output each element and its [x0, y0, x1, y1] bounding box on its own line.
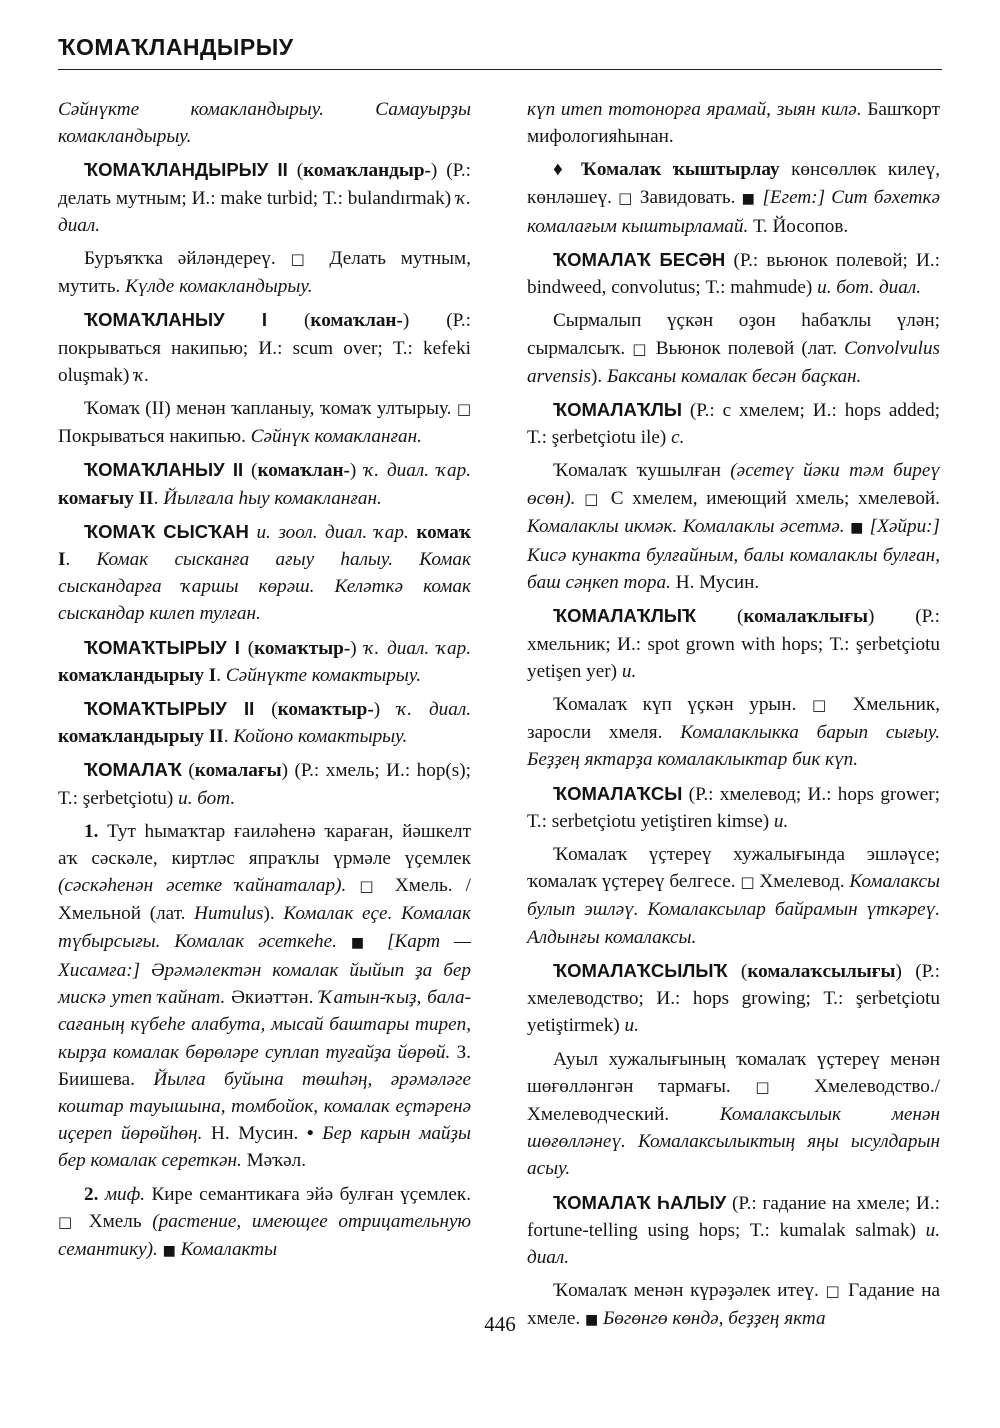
text-run — [337, 931, 351, 952]
entry-syrmalyp — [527, 307, 940, 390]
italic-run: [Карт — Хисамға:] Әрәмәлектән комалак йыйып ҙа бер мискә утеп ҡайнат. — [58, 930, 472, 1009]
entry-cont-r — [527, 96, 940, 150]
entry-sense-2 — [58, 1181, 471, 1266]
text-run: Н. Мусин. — [202, 1123, 307, 1145]
entry-buryakka — [58, 245, 471, 300]
translation-marker-icon: □ — [618, 188, 634, 207]
bold-run: 2. — [84, 1183, 99, 1205]
text-run: Хмельник, заросли хмеля. — [527, 694, 940, 744]
italic-run: ҡ. диал. ҡар. — [364, 637, 471, 659]
text-run: ) (Р.: хмель; И.: hop(s); Т.: şerbetçiotu) — [58, 760, 471, 809]
text-run: Вьюнок полевой (лат. — [648, 337, 845, 359]
italic-run: ҡ. — [134, 364, 150, 386]
headword: ҠОМАЛАҠСЫ — [553, 782, 683, 804]
text-run: . — [216, 664, 226, 686]
translation-marker-icon: □ — [58, 1212, 79, 1231]
text-run: Ҡомалаҡ күп үҫкән урын. — [553, 694, 812, 716]
italic-run: Комалак еҫе. Комалак түбырсығы. Комалак әсеткеһе. — [58, 903, 471, 952]
text-run: (Р.: вьюнок полевой; И.: bindweed, convolutus; Т.: mahmude) — [527, 250, 940, 299]
italic-run: миф. — [104, 1183, 146, 1205]
bold-run: комаҡландырыу I — [58, 664, 217, 686]
text-run: Покрываться накипью. — [58, 426, 251, 448]
italic-run: с. — [671, 427, 685, 449]
entry-kyshtyrlau — [527, 156, 940, 240]
text-run: ) (Р.: хмельник; И.: spot grown with hops; Т.: şerbetçiotu yetişen yer) — [527, 606, 940, 682]
italic-run: ҡ. диал. — [58, 187, 471, 236]
text-run: Завидовать. — [633, 186, 742, 208]
text-run: Башҡорт мифологияһынан. — [527, 99, 940, 148]
italic-run: Комалаксы булып эшләү. Комалаксылар байрамын үткәреү. Алдынғы комалаксы. — [527, 871, 940, 948]
example-marker-icon: ■ — [162, 1242, 176, 1259]
text-run: Ҡомалаҡ ҡушылған — [553, 460, 731, 482]
italic-run: Комак сысканға ағыу һалыу. Комак сыскандарға ҡаршы көрәш. Келәткә комак сыскандар килеп тулған. — [58, 549, 471, 625]
headword: ҠОМАЛАҠЛЫҠ — [553, 605, 697, 627]
bold-run: комағыу II — [58, 487, 154, 509]
italic-run: Humulus — [194, 903, 264, 925]
text-run: Ҡомалаҡ үҫтереү хужалығында эшләүсе; ҡомалаҡ үҫтереү белгесе. — [527, 844, 940, 893]
italic-run: Бөгөнгө көндә, беҙҙең якта — [602, 1308, 826, 1330]
text-run: Кире семантикаға эйә булған үҫемлек. — [145, 1183, 471, 1205]
text-run: (Р.: гадание на хмеле; И.: fortune-telling using hops; Т.: kumalak salmak) — [527, 1192, 941, 1241]
text-run: ). — [263, 903, 284, 925]
text-run: Ҡомаҡ (II) менән ҡапланыу, ҡомаҡ ултырыу. — [84, 398, 457, 420]
bold-run: комалаҡсылығы — [747, 960, 896, 982]
italic-run: [Егет:] Сит бәхеткә комалағым кыштырламай. — [527, 186, 940, 237]
italic-run: Сәйнүкте комактырыу. — [225, 664, 421, 686]
text-run: ( — [239, 637, 255, 659]
text-run: Хмелеводство./Хмелеводческий. — [527, 1075, 941, 1125]
translation-marker-icon: □ — [359, 877, 382, 896]
example-marker-icon: ■ — [850, 519, 865, 536]
page-header — [58, 34, 942, 70]
text-run: ) — [350, 637, 365, 659]
text-run: Сырмалып үҫкән оҙон һабаҡлы үлән; сырмалсыҡ. — [527, 310, 940, 359]
entry-komalak-halyu — [527, 1189, 940, 1272]
text-run — [373, 931, 387, 952]
italic-run: Комалакты — [180, 1238, 278, 1260]
entry-komak-syskan — [58, 518, 471, 628]
bold-run: ♦ Ҡомалаҡ ҡыштырлау — [553, 159, 780, 181]
text-run — [346, 875, 359, 896]
text-run: ) (Р.: делать мутным; И.: make turbid; Т.: bulandırmak) — [58, 160, 471, 209]
italic-run: Convolvulus arvensis — [527, 337, 941, 387]
translation-marker-icon: □ — [811, 696, 837, 715]
text-run: ( — [696, 606, 744, 628]
headword: ҠОМАҠТЫРЫУ II — [84, 698, 255, 720]
translation-marker-icon: □ — [290, 250, 315, 269]
bold-run: комаҡлан- — [310, 310, 403, 332]
entry-komak-2 — [58, 395, 471, 450]
italic-run: и. — [621, 660, 637, 682]
bold-run: комаҡ I — [58, 521, 472, 571]
italic-run: Комалаксылык менән шөғөлләнеү. Комалаксылыктың яңы ысулдарын асыу. — [527, 1103, 940, 1180]
text-run: Т. Йосопов. — [748, 215, 849, 237]
running-head: ҠОМАҠЛАНДЫРЫУ — [58, 34, 294, 60]
headword: ҠОМАЛАҠЛЫ — [553, 399, 682, 421]
bold-run: комалағы — [194, 760, 282, 782]
entry-komaklanyu-2 — [58, 456, 471, 511]
text-run: . — [153, 487, 164, 509]
text-run: Әкиәттән. — [225, 987, 320, 1009]
bold-run: 1. — [84, 820, 99, 842]
text-run: ) — [373, 699, 398, 721]
text-run — [314, 1123, 323, 1144]
entry-komaktyryu-1 — [58, 634, 471, 689]
text-run: . — [65, 549, 97, 571]
headword: ҠОМАЛАҠСЫЛЫҠ — [553, 959, 728, 981]
bold-run: комаҡландырыу II — [58, 726, 224, 748]
italic-run: Күлде комакландырыу. — [125, 276, 313, 298]
example-marker-icon: ■ — [741, 190, 757, 207]
text-run: Н. Мусин. — [670, 572, 760, 594]
entry-kushylgan — [527, 457, 940, 596]
italic-run: и. диал. — [527, 1219, 940, 1268]
entry-usterey-x — [527, 841, 940, 951]
italic-run: Комалаклы икмәк. Комалаклы әсетмә. — [527, 515, 845, 537]
italic-run: и. зоол. диал. ҡар. — [256, 521, 409, 543]
italic-run: и. бот. диал. — [817, 277, 922, 299]
italic-run: и. — [773, 810, 789, 832]
text-run: Делать мутным, мутить. — [58, 248, 471, 298]
bold-run: комаҡтыр- — [277, 699, 374, 721]
entry-komalaklyk — [527, 602, 940, 685]
headword: ҠОМАЛАҠ БЕСӘН — [553, 249, 726, 271]
text-run: ). — [590, 365, 607, 387]
translation-marker-icon: □ — [740, 873, 755, 892]
text-run: ) (Р.: покрываться накипью; И.: scum over; Т.: kefeki oluşmak) — [58, 310, 471, 386]
text-run: ( — [727, 960, 748, 982]
headword: ҠОМАҠ СЫСҠАН — [84, 520, 249, 542]
text-run: ( — [287, 160, 304, 182]
italic-run: [Хәйри:] Кисә кунакта булғайным, балы комалаклы булған, баш сәңкеп тора. — [527, 515, 941, 594]
italic-run: и. бот. — [178, 787, 236, 809]
text-run: ( — [254, 699, 278, 721]
italic-run: Йылғала һыу комакланған. — [163, 487, 382, 509]
translation-marker-icon: □ — [584, 489, 603, 508]
italic-run: ҡ. диал. ҡар. — [364, 460, 472, 482]
headword: ҠОМАҠЛАНЫУ II — [84, 459, 244, 481]
italic-run: Сәйнүкте комакландырыу. Самауырҙы комакландырыу. — [58, 99, 471, 148]
italic-run: Баксаны комалак бесән баҫкан. — [606, 365, 862, 387]
text-run: Ауыл хужалығының ҡомалаҡ үҫтереү менән шөғөлләнгән тармағы. — [527, 1048, 940, 1097]
entry-komalak-besen — [527, 246, 940, 301]
left-column — [58, 96, 471, 1271]
translation-marker-icon: □ — [456, 400, 471, 419]
text-run: Хмель — [78, 1210, 153, 1232]
entry-komaklandyryu-2 — [58, 156, 471, 239]
text-run: Хмель. / Хмельной (лат. — [58, 875, 471, 925]
italic-run: Комалаклыкка барып сығыу. Беҙҙең яктарҙа комалаклыктар бик күп. — [527, 722, 941, 771]
entry-auyl — [527, 1046, 940, 1183]
text-run: ( — [267, 310, 311, 332]
entry-komalaksylyk — [527, 957, 940, 1040]
text-run: ( — [181, 760, 195, 782]
text-run: (Р.: хмелевод; И.: hops grower; Т.: serbetçiotu yetiştiren kimse) — [527, 783, 940, 832]
text-run: ) (Р.: хмелеводство; И.: hops growing; Т.: şerbetçiotu yetiştirmek) — [527, 960, 940, 1037]
headword: ҠОМАҠЛАНЫУ I — [84, 309, 268, 331]
translation-marker-icon: □ — [825, 1282, 842, 1301]
text-run: Мәҡәл. — [241, 1150, 307, 1172]
text-run: ( — [243, 460, 258, 482]
text-run: З. Биишева. — [58, 1041, 471, 1090]
bold-run: комаҡлан- — [257, 460, 350, 482]
headword: ҠОМАЛАҠ — [84, 759, 182, 781]
page-number: 446 — [484, 1312, 516, 1336]
headword: ҠОМАЛАҠ ҺАЛЫУ — [553, 1191, 727, 1213]
italic-run: и. — [624, 1015, 639, 1037]
text-run: Буръяҡҡа әйләндереү. — [84, 248, 291, 270]
text-run: көнсөллөк килеү, көнләшеү. — [527, 159, 940, 208]
entry-sense-1 — [58, 818, 471, 1175]
entry-komalaksy — [527, 780, 940, 835]
bold-run: • — [306, 1123, 314, 1145]
italic-run: ҡ. диал. — [397, 699, 471, 721]
example-marker-icon: ■ — [584, 1312, 599, 1329]
entry-komalakly — [527, 396, 940, 451]
text-run: Хмелевод. — [754, 871, 850, 893]
bold-run: комаҡландыр- — [303, 160, 431, 182]
entry-komaklanyu-1 — [58, 306, 471, 389]
text-run: Гадание на хмеле. — [527, 1280, 940, 1330]
text-run — [575, 488, 584, 509]
text-run: С хмелем, имеющий хмель; хмелевой. — [602, 487, 940, 509]
entry-kup-uskan — [527, 691, 940, 774]
bold-run: комалаҡлығы — [743, 606, 868, 628]
text-run: ) — [349, 460, 365, 482]
text-run: Ҡомалаҡ менән күрәҙәлек итеү. — [553, 1280, 826, 1302]
text-run: Тут һымаҡтар ғаиләһенә ҡараған, йәшкелт аҡ сәскәле, киртләс япраҡлы үрмәле үҫемлек — [58, 820, 471, 870]
italic-run: Койоно комактырыу. — [233, 726, 408, 748]
italic-run: (әсетеү йәки тәм биреү өсөн). — [527, 460, 941, 509]
translation-marker-icon: □ — [755, 1077, 790, 1096]
headword: ҠОМАҠТЫРЫУ I — [84, 636, 240, 658]
headword: ҠОМАҠЛАНДЫРЫУ II — [84, 159, 288, 181]
bold-run: комаҡтыр- — [254, 637, 351, 659]
text-run: . — [223, 726, 234, 748]
entry-komalak — [58, 756, 471, 811]
text-run: (Р.: с хмелем; И.: hops added; Т.: şerbetçiotu ile) — [527, 400, 940, 449]
italic-run: Йылға буйына төшһәң, әрәмәләге коштар тауышына, томбойок, комалак еҫтәренә иҫереп йөрөйһөң. — [58, 1068, 472, 1145]
italic-run: (сәскәһенән әсетке ҡайнаталар). — [58, 875, 347, 897]
italic-run: Бер карын майҙы бер комалак сереткән. — [58, 1123, 471, 1172]
italic-run: Сәйнүк комакланған. — [250, 426, 422, 448]
italic-run: Ҡатын-ҡыҙ, бала-сағаның күбеһе алабута, мысай баштары тиреп, кырҙа комалак бөрөләре суплап туғайҙа йөрөй. — [58, 987, 471, 1063]
translation-marker-icon: □ — [632, 339, 649, 358]
entry-komaktyryu-2 — [58, 695, 471, 750]
italic-run: (растение, имеющее отрицательную семантику). — [58, 1210, 472, 1260]
italic-run: күп итеп тотонорға ярамай, зыян килә. — [527, 99, 862, 120]
example-marker-icon: ■ — [350, 934, 374, 951]
entry-cont — [58, 96, 471, 150]
right-column — [527, 96, 940, 1341]
